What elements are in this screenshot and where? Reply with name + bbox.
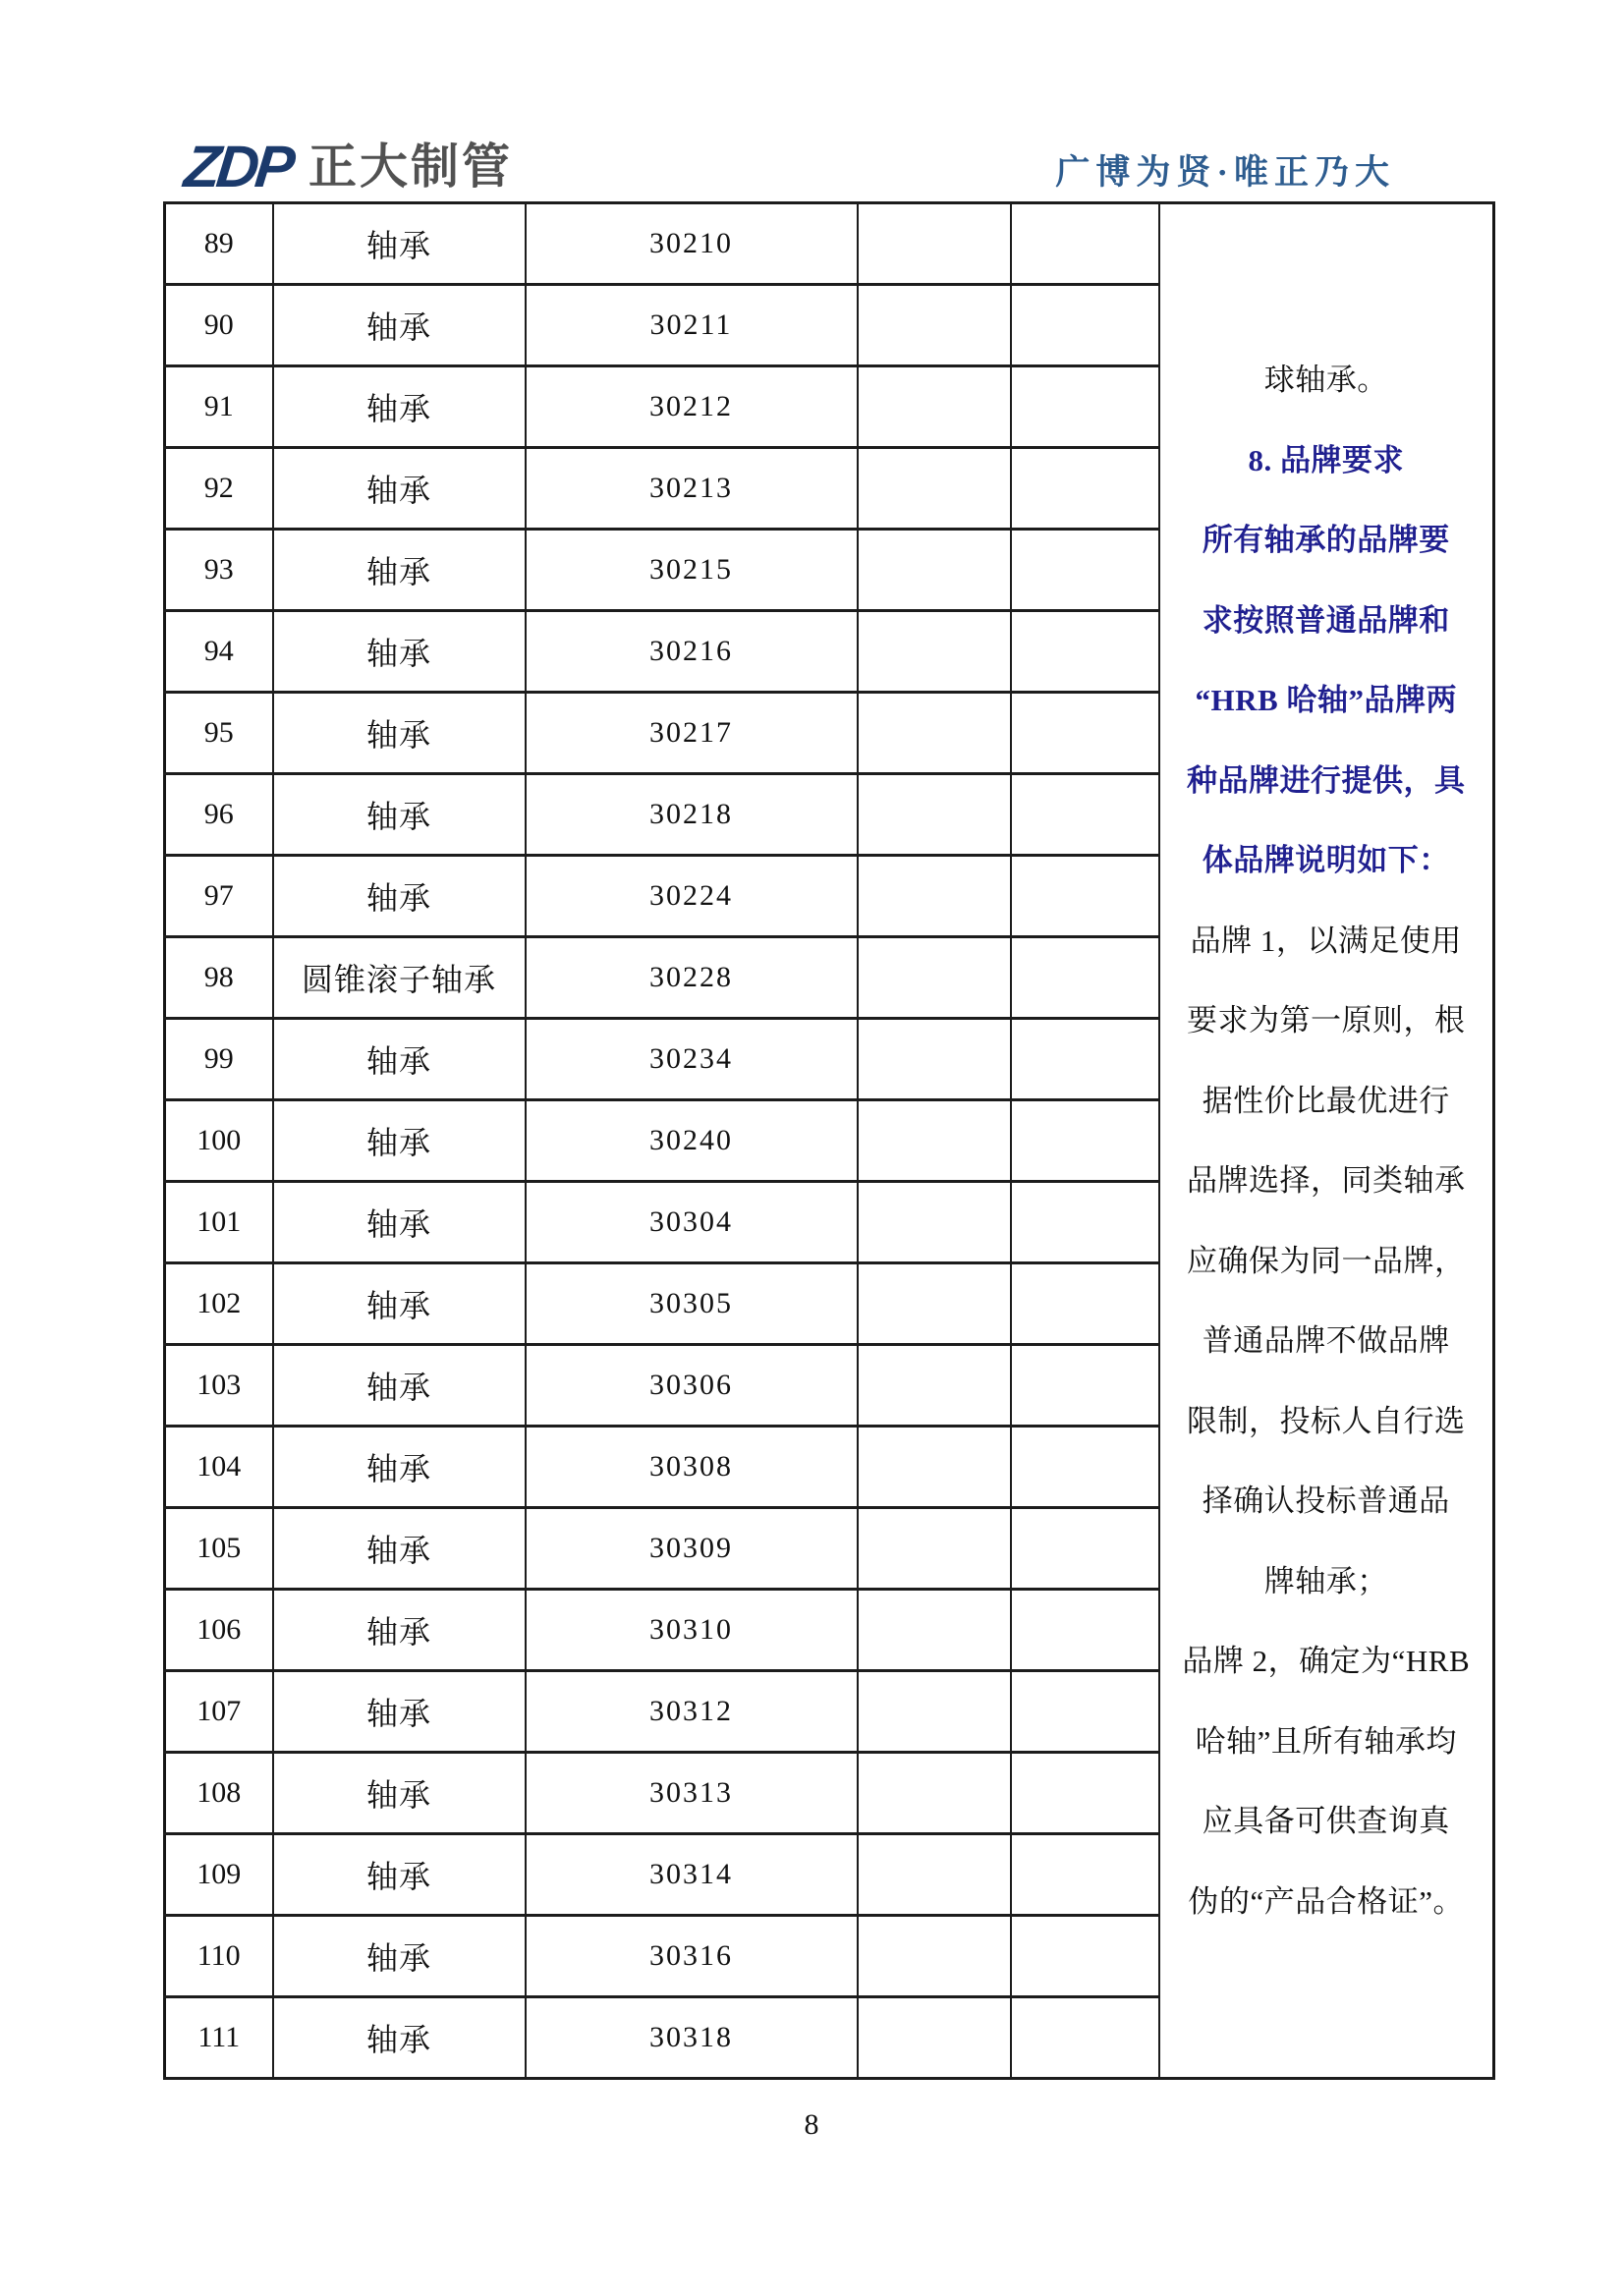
model-number-cell: 30240 [526,1100,858,1182]
brand-note-line-bold: 体品牌说明如下： [1202,843,1450,877]
row-number-cell: 108 [165,1753,273,1834]
row-number-cell: 100 [165,1100,273,1182]
empty-cell [1011,1100,1159,1182]
model-number-cell: 30316 [526,1916,858,1997]
empty-cell [1011,448,1159,530]
empty-cell [858,937,1011,1019]
brand-note-line: 应确保为同一品牌， [1187,1243,1466,1278]
brand-note-line: 应具备可供查询真 [1202,1804,1450,1838]
part-name-cell: 轴承 [273,1671,526,1753]
brand-note-line: 限制，投标人自行选 [1187,1403,1466,1438]
model-number-cell: 30308 [526,1427,858,1508]
brand-note-line: 品牌 1，以满足使用 [1190,923,1462,958]
model-number-cell: 30210 [526,203,858,285]
empty-cell [858,1753,1011,1834]
brand-note-line-bold: 求按照普通品牌和 [1202,602,1450,638]
brand-note-line-bold: 种品牌进行提供，具 [1187,762,1466,798]
part-name-cell: 轴承 [273,611,526,693]
model-number-cell: 30306 [526,1345,858,1427]
part-name-cell: 轴承 [273,1508,526,1590]
part-name-cell: 轴承 [273,856,526,937]
empty-cell [1011,1263,1159,1345]
model-number-cell: 30318 [526,1997,858,2079]
model-number-cell: 30309 [526,1508,858,1590]
row-number-cell: 92 [165,448,273,530]
part-name-cell: 轴承 [273,1100,526,1182]
empty-cell [858,1590,1011,1671]
model-number-cell: 30211 [526,285,858,366]
empty-cell [858,1997,1011,2079]
model-number-cell: 30216 [526,611,858,693]
row-number-cell: 103 [165,1345,273,1427]
empty-cell [1011,1182,1159,1263]
empty-cell [1011,285,1159,366]
part-name-cell: 轴承 [273,693,526,774]
brand-note-line: 择确认投标普通品 [1202,1484,1450,1518]
model-number-cell: 30212 [526,366,858,448]
brand-note-line: 品牌选择，同类轴承 [1187,1163,1466,1198]
row-number-cell: 96 [165,774,273,856]
empty-cell [858,1671,1011,1753]
part-name-cell: 圆锥滚子轴承 [273,937,526,1019]
brand-note-line: 普通品牌不做品牌 [1202,1323,1450,1358]
brand-note-line: 据性价比最优进行 [1202,1083,1450,1118]
part-name-cell: 轴承 [273,1182,526,1263]
empty-cell [858,1345,1011,1427]
part-name-cell: 轴承 [273,448,526,530]
empty-cell [1011,366,1159,448]
logo-zdp-mark: ZDP [181,134,295,199]
model-number-cell: 30224 [526,856,858,937]
part-name-cell: 轴承 [273,1753,526,1834]
row-number-cell: 106 [165,1590,273,1671]
model-number-cell: 30213 [526,448,858,530]
empty-cell [858,285,1011,366]
empty-cell [858,1916,1011,1997]
row-number-cell: 110 [165,1916,273,1997]
part-name-cell: 轴承 [273,1427,526,1508]
model-number-cell: 30305 [526,1263,858,1345]
row-number-cell: 89 [165,203,273,285]
model-number-cell: 30310 [526,1590,858,1671]
model-number-cell: 30313 [526,1753,858,1834]
brand-note-line: 伪的“产品合格证”。 [1188,1883,1465,1919]
part-name-cell: 轴承 [273,1345,526,1427]
empty-cell [858,530,1011,611]
brand-note-line: 牌轴承； [1263,1563,1388,1598]
empty-cell [1011,1997,1159,2079]
brand-requirements-cell [1159,203,1494,2079]
empty-cell [1011,1345,1159,1427]
row-number-cell: 94 [165,611,273,693]
empty-cell [858,1427,1011,1508]
page-number: 8 [804,2108,819,2141]
row-number-cell: 102 [165,1263,273,1345]
brand-note-line: 品牌 2，确定为“HRB [1182,1644,1471,1678]
empty-cell [1011,530,1159,611]
model-number-cell: 30304 [526,1182,858,1263]
empty-cell [1011,856,1159,937]
brand-note-line: 哈轴”且所有轴承均 [1195,1723,1457,1759]
empty-cell [858,366,1011,448]
row-number-cell: 101 [165,1182,273,1263]
empty-cell [1011,1916,1159,1997]
empty-cell [858,448,1011,530]
empty-cell [1011,937,1159,1019]
table-row [165,203,1494,285]
empty-cell [858,1019,1011,1100]
empty-cell [1011,1834,1159,1916]
part-name-cell: 轴承 [273,530,526,611]
row-number-cell: 95 [165,693,273,774]
empty-cell [858,1182,1011,1263]
row-number-cell: 98 [165,937,273,1019]
empty-cell [1011,1671,1159,1753]
header-slogan: 广博为贤·唯正乃大 [1055,153,1395,192]
model-number-cell: 30234 [526,1019,858,1100]
empty-cell [858,693,1011,774]
empty-cell [858,1100,1011,1182]
part-name-cell: 轴承 [273,366,526,448]
row-number-cell: 91 [165,366,273,448]
empty-cell [1011,774,1159,856]
part-name-cell: 轴承 [273,285,526,366]
model-number-cell: 30228 [526,937,858,1019]
empty-cell [1011,1590,1159,1671]
part-name-cell: 轴承 [273,1590,526,1671]
logo-company-name: 正大制管 [308,140,514,194]
part-name-cell: 轴承 [273,1834,526,1916]
model-number-cell: 30218 [526,774,858,856]
empty-cell [1011,611,1159,693]
part-name-cell: 轴承 [273,1263,526,1345]
row-number-cell: 97 [165,856,273,937]
part-name-cell: 轴承 [273,203,526,285]
row-number-cell: 99 [165,1019,273,1100]
row-number-cell: 111 [165,1997,273,2079]
parts-table-body [165,203,1494,2079]
company-logo [181,134,514,199]
empty-cell [1011,203,1159,285]
row-number-cell: 90 [165,285,273,366]
part-name-cell: 轴承 [273,1019,526,1100]
model-number-cell: 30215 [526,530,858,611]
brand-note-line-bold: 8. 品牌要求 [1248,442,1404,477]
part-name-cell: 轴承 [273,1916,526,1997]
empty-cell [1011,1019,1159,1100]
empty-cell [858,856,1011,937]
row-number-cell: 104 [165,1427,273,1508]
empty-cell [858,774,1011,856]
part-name-cell: 轴承 [273,1997,526,2079]
empty-cell [858,203,1011,285]
brand-note-line-bold: 所有轴承的品牌要 [1202,523,1450,557]
model-number-cell: 30312 [526,1671,858,1753]
empty-cell [1011,693,1159,774]
brand-note-line: 要求为第一原则，根 [1187,1003,1466,1037]
brand-note-line-bold: “HRB 哈轴”品牌两 [1195,683,1457,717]
empty-cell [858,1508,1011,1590]
empty-cell [1011,1508,1159,1590]
row-number-cell: 109 [165,1834,273,1916]
empty-cell [1011,1753,1159,1834]
model-number-cell: 30314 [526,1834,858,1916]
row-number-cell: 105 [165,1508,273,1590]
row-number-cell: 107 [165,1671,273,1753]
bearing-parts-table [163,201,1495,2080]
empty-cell [858,1834,1011,1916]
row-number-cell: 93 [165,530,273,611]
empty-cell [1011,1427,1159,1508]
empty-cell [858,1263,1011,1345]
model-number-cell: 30217 [526,693,858,774]
empty-cell [858,611,1011,693]
part-name-cell: 轴承 [273,774,526,856]
brand-note-line: 球轴承。 [1263,363,1388,397]
